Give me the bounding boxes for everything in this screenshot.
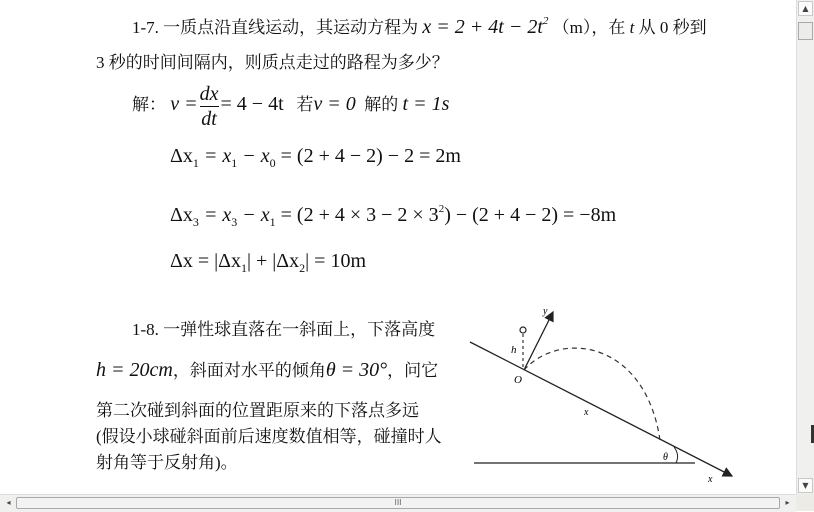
delta-x1-equation: $\Delta x_1 = x_1 - x_0 = (2 + 4 - 2) - 2 = 2m$ — [170, 145, 461, 170]
label-x-axis: x — [708, 474, 713, 485]
problem-1-8-line-3: 第二次碰到斜面的位置距原来的下落点多远 — [96, 401, 419, 420]
label-x-mid: x — [584, 407, 589, 418]
trajectory-arc — [524, 348, 660, 440]
vertical-scrollbar[interactable] — [796, 0, 814, 494]
label-theta: θ — [663, 452, 668, 463]
problem-1-8-line-1: 1-8. 一弹性球直落在一斜面上，下落高度 — [132, 320, 436, 339]
label-y: y — [543, 306, 548, 317]
label-h: h — [511, 344, 517, 356]
scroll-right-button[interactable]: ▸ — [785, 498, 790, 507]
solution-velocity-line: 解： v = $\frac{dx}{dt}$ = 4 − 4t 若v = 0 解的 t = 1s — [132, 82, 450, 130]
motion-equation: $x = 2 + 4t - 2t^2$ — [422, 15, 549, 38]
delta-x-total-equation: $\Delta x = |\Delta x_1| + |\Delta x_2| = 10m$ — [170, 250, 367, 275]
incline-line — [470, 342, 732, 476]
incline-figure — [460, 300, 760, 490]
problem-1-8-line-2: h = 20cm，斜面对水平的倾角θ = 30°，问它 — [96, 359, 439, 381]
vertical-scroll-thumb[interactable] — [798, 22, 813, 40]
scrollbar-corner — [796, 494, 814, 511]
derivative-fraction: $\frac{dx}{dt}$ — [199, 82, 219, 130]
horizontal-scroll-thumb[interactable]: III — [16, 497, 780, 509]
problem-1-7-line-1: 1-7. 一质点沿直线运动，其运动方程为 $x = 2 + 4t - 2t^2$ （m），在 t 从 0 秒到 — [132, 15, 707, 38]
problem-1-8-line-4: (假设小球碰斜面前后速度数值相等，碰撞时人 — [96, 427, 442, 446]
horizontal-scrollbar[interactable] — [0, 494, 796, 512]
problem-1-8-line-5: 射角等于反射角)。 — [96, 453, 238, 472]
y-axis — [524, 312, 553, 370]
scroll-left-button[interactable]: ◂ — [6, 498, 11, 507]
problem-1-7-line-2: 3 秒的时间间隔内，则质点走过的路程为多少？ — [96, 53, 449, 72]
delta-x3-equation: $\Delta x_3 = x_3 - x_1 = (2 + 4 \times 3 - 2 \times 3^2) - (2 + 4 - 2) = -8m$ — [170, 203, 617, 229]
label-o: O — [514, 374, 522, 386]
ball — [520, 327, 526, 333]
scroll-up-button[interactable]: ▲ — [798, 1, 813, 16]
scroll-down-button[interactable]: ▼ — [798, 478, 813, 493]
theta-arc — [674, 447, 678, 463]
